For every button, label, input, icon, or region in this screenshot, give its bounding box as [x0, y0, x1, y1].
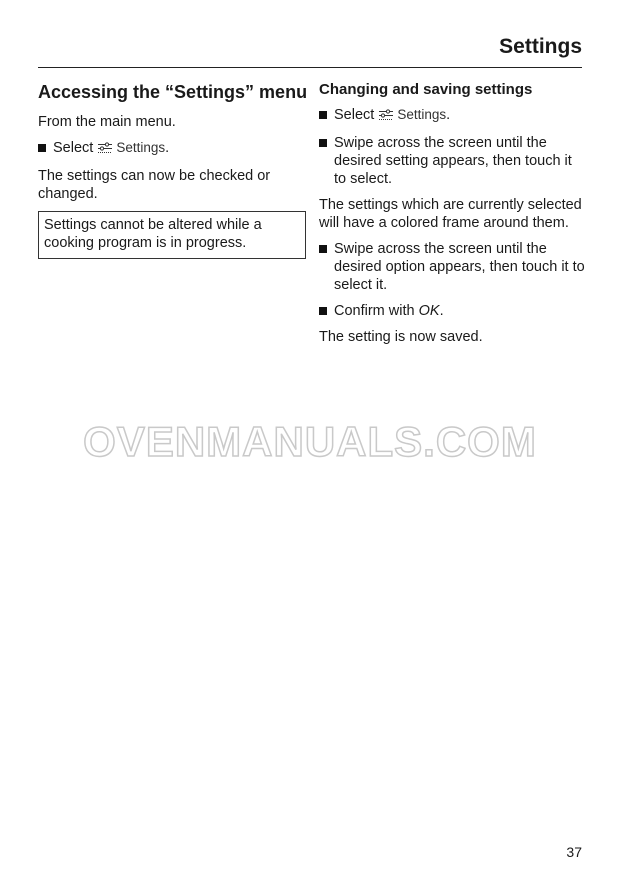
header-rule — [38, 67, 582, 68]
step-suffix: . — [446, 107, 451, 123]
square-bullet-icon — [38, 144, 46, 152]
note-box: Settings cannot be altered while a cooking program is in progress. — [38, 211, 306, 259]
confirm-prefix: Confirm with — [334, 303, 419, 319]
section-heading-accessing: Accessing the “Settings” menu — [38, 82, 308, 102]
square-bullet-icon — [319, 245, 327, 253]
section-heading-changing: Changing and saving settings — [319, 81, 533, 98]
step-text — [334, 302, 585, 320]
settings-ui-label: Settings — [116, 140, 166, 155]
step-suffix: . — [165, 140, 170, 156]
step-swipe-setting — [319, 134, 585, 188]
left-column — [38, 80, 306, 259]
ok-emphasis: OK — [418, 303, 440, 319]
confirm-suffix: . — [439, 303, 444, 319]
step-swipe-option — [319, 240, 585, 294]
after-text: The settings can now be checked or changed. — [38, 168, 271, 202]
info-text: The settings which are currently selected will have a colored frame around them. — [319, 197, 582, 231]
square-bullet-icon — [319, 307, 327, 315]
page-header — [0, 0, 620, 70]
watermark: OVENMANUALS.COM — [83, 418, 537, 465]
step-text: Swipe across the screen until the desired setting appears, then touch it to select. — [334, 135, 572, 187]
result-text: The setting is now saved. — [319, 329, 483, 345]
step-select-settings — [38, 139, 306, 159]
page-number: 37 — [566, 844, 582, 860]
square-bullet-icon — [319, 111, 327, 119]
settings-icon — [378, 108, 394, 126]
page-title: Settings — [499, 35, 582, 58]
settings-ui-label: Settings — [397, 107, 447, 122]
step-prefix: Select — [334, 107, 375, 123]
step-text: Swipe across the screen until the desired option appears, then touch it to select it. — [334, 241, 585, 293]
step-text — [334, 106, 585, 126]
intro-text: From the main menu. — [38, 114, 176, 130]
square-bullet-icon — [319, 139, 327, 147]
step-select-settings-2 — [319, 106, 585, 126]
step-prefix: Select — [53, 140, 94, 156]
settings-icon — [97, 141, 113, 159]
step-confirm — [319, 302, 585, 320]
step-text — [53, 139, 306, 159]
right-column — [319, 80, 585, 346]
